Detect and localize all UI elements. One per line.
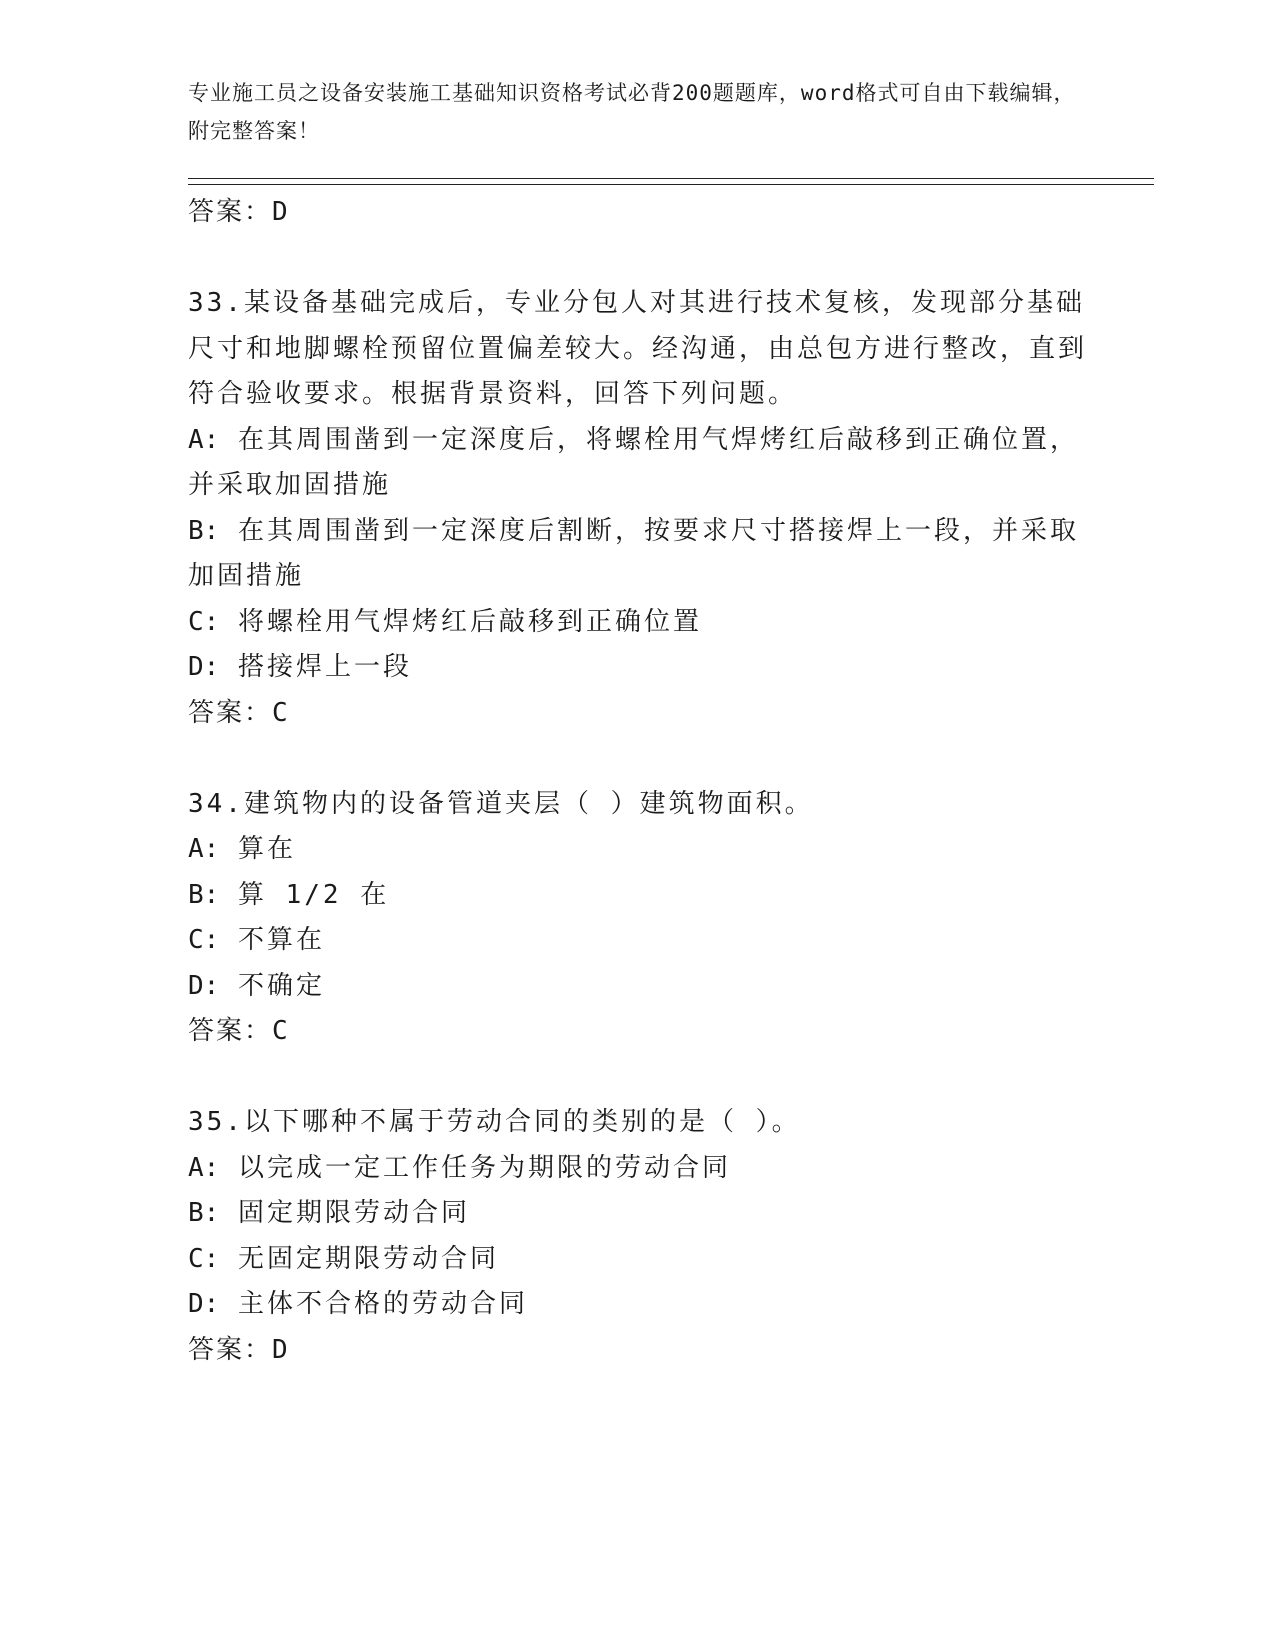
answer-label: 答案： (188, 697, 273, 728)
option-c (188, 600, 1088, 646)
question-33 (188, 281, 1088, 736)
page-header (188, 74, 1078, 150)
option-text: 在其周围凿到一定深度后，将螺栓用气焊烤红后敲移到正确位置，并采取加固措施 (188, 424, 1079, 500)
option-a (188, 827, 1088, 873)
option-b (188, 873, 1088, 919)
answer-value: C (272, 697, 290, 728)
question-34 (188, 782, 1088, 1055)
option-b (188, 1191, 1088, 1237)
question-stem: 33.某设备基础完成后，专业分包人对其进行技术复核，发现部分基础尺寸和地脚螺栓预留位置偏差较大。经沟通，由总包方进行整改，直到符合验收要求。根据背景资料，回答下列问题。 (188, 288, 1088, 409)
option-d (188, 964, 1088, 1010)
option-a (188, 1146, 1088, 1192)
option-letter: A: (188, 834, 220, 864)
option-c (188, 1237, 1088, 1283)
document-body (188, 190, 1088, 1373)
question-35 (188, 1100, 1088, 1373)
option-letter: A: (188, 1152, 220, 1183)
option-letter: D: (188, 652, 220, 682)
option-c (188, 918, 1088, 964)
option-letter: C: (188, 606, 220, 637)
option-text: 固定期限劳动合同 (237, 1198, 470, 1228)
question-stem: 35.以下哪种不属于劳动合同的类别的是（ ）。 (188, 1107, 801, 1137)
answer-value: C (272, 1016, 290, 1046)
option-text: 将螺栓用气焊烤红后敲移到正确位置 (237, 606, 702, 637)
option-a (188, 418, 1088, 509)
answer-label: 答案： (188, 1334, 273, 1365)
option-text: 搭接焊上一段 (237, 652, 412, 682)
option-b (188, 509, 1088, 600)
answer-line (188, 1009, 1088, 1055)
option-letter: B: (188, 515, 220, 546)
option-d (188, 1282, 1088, 1328)
option-text: 不算在 (237, 925, 325, 955)
answer-line (188, 190, 1088, 236)
option-letter: D: (188, 1289, 220, 1319)
option-letter: C: (188, 925, 220, 955)
answer-line (188, 691, 1088, 737)
option-letter: D: (188, 970, 220, 1001)
answer-value: D (272, 197, 290, 227)
option-letter: A: (188, 424, 220, 455)
option-d (188, 645, 1088, 691)
option-text: 不确定 (237, 970, 325, 1001)
answer-label: 答案： (188, 197, 273, 227)
header-rule-bottom (188, 184, 1154, 185)
option-text: 算 1/2 在 (237, 879, 390, 910)
answer-label: 答案： (188, 1016, 273, 1046)
option-letter: B: (188, 1198, 220, 1228)
answer-line (188, 1328, 1088, 1374)
answer-value: D (272, 1334, 290, 1365)
option-letter: C: (188, 1243, 220, 1274)
option-letter: B: (188, 879, 220, 910)
option-text: 算在 (237, 834, 296, 864)
option-text: 以完成一定工作任务为期限的劳动合同 (237, 1152, 731, 1183)
header-title: 专业施工员之设备安装施工基础知识资格考试必背200题题库，word格式可自由下载编辑，附完整答案！ (188, 81, 1076, 143)
header-rule-top (188, 178, 1154, 179)
option-text: 在其周围凿到一定深度后割断，按要求尺寸搭接焊上一段，并采取加固措施 (188, 515, 1079, 591)
option-text: 无固定期限劳动合同 (237, 1243, 499, 1274)
question-stem: 34.建筑物内的设备管道夹层（ ）建筑物面积。 (188, 788, 814, 819)
option-text: 主体不合格的劳动合同 (237, 1289, 528, 1319)
